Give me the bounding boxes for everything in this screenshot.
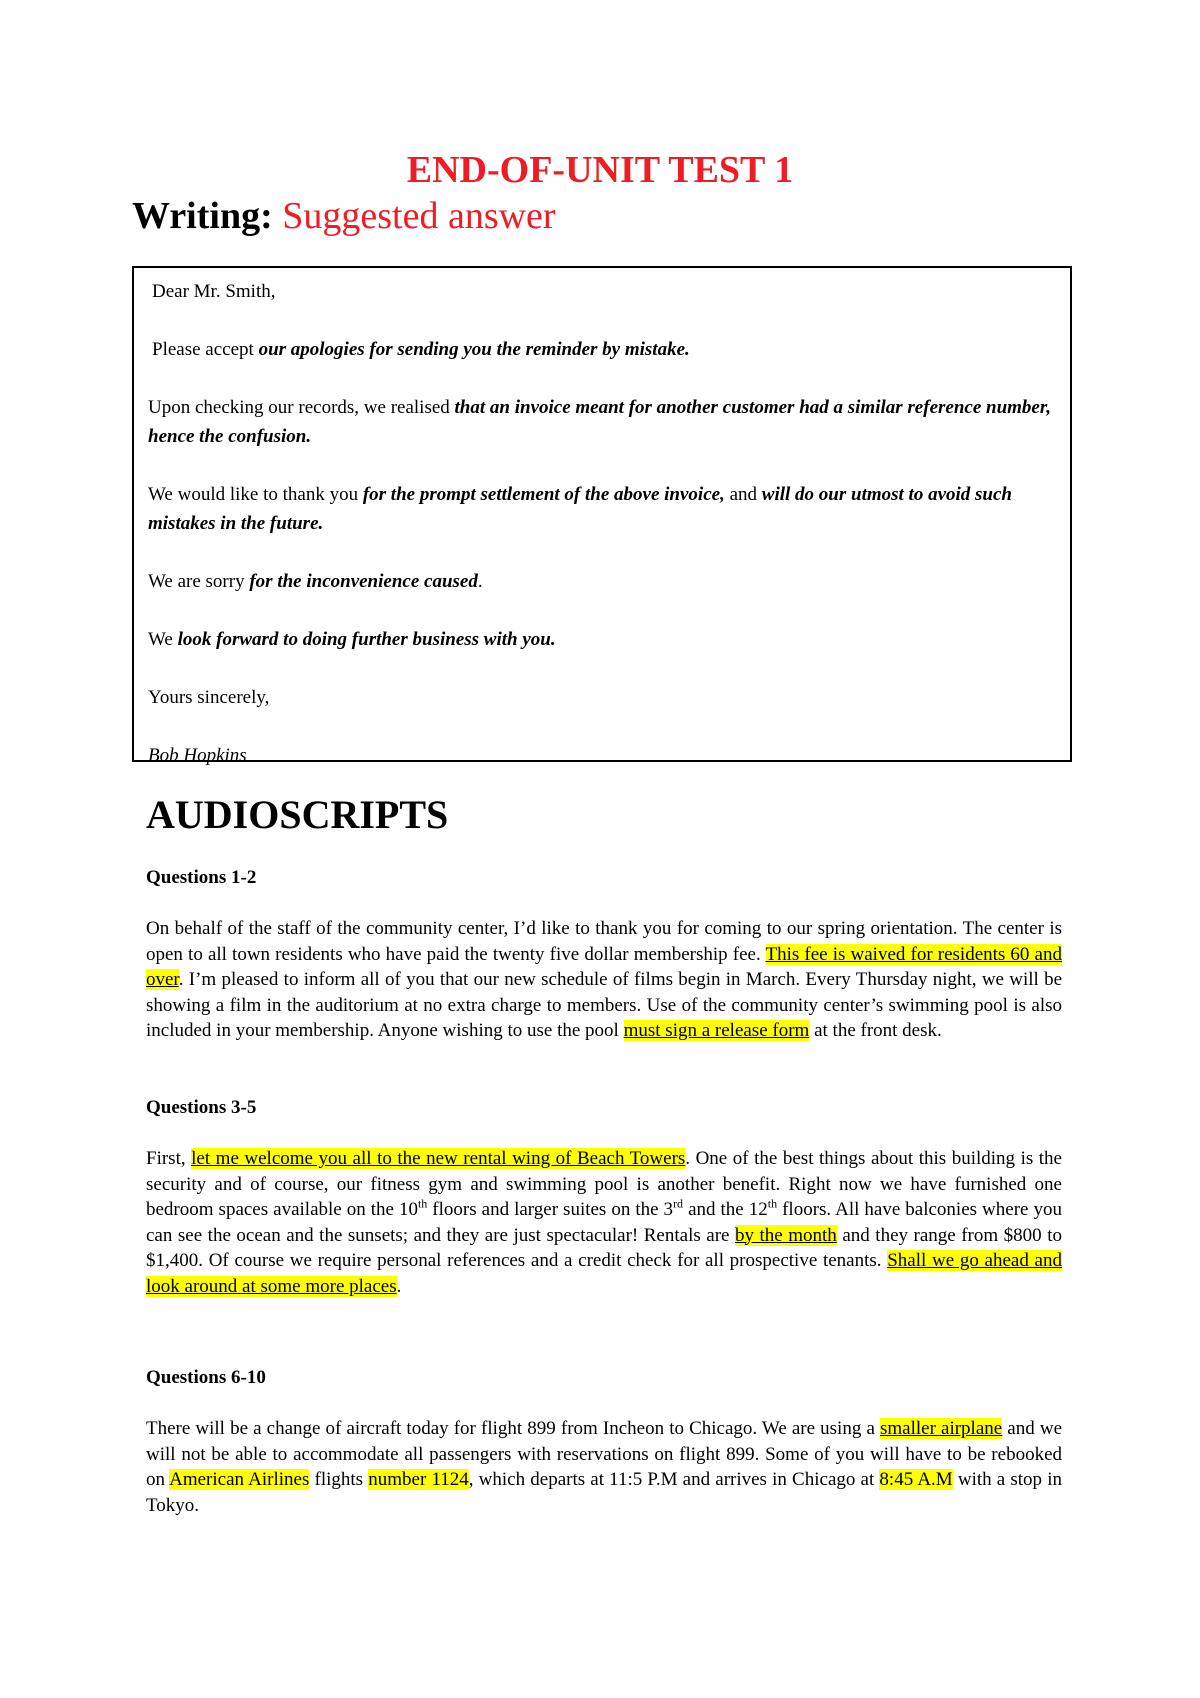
text-run: , which departs at 11:5 P.M and arrives in Chicago at bbox=[468, 1469, 880, 1490]
text-run: floors. All have balconies where you can see the ocean and the sunsets; and they are just spectacular! Rentals are bbox=[146, 1199, 1062, 1246]
text-run: We bbox=[148, 629, 178, 650]
text-run: at the front desk. bbox=[809, 1020, 942, 1041]
highlighted-answer: This fee is waived for residents 60 and over bbox=[146, 943, 1062, 990]
letter-salutation: Dear Mr. Smith, bbox=[152, 281, 276, 302]
text-run: and bbox=[724, 484, 762, 505]
highlighted-answer: must sign a release form bbox=[623, 1020, 810, 1041]
text-run: We are sorry bbox=[148, 571, 250, 592]
text-run: Upon checking our records, we realised bbox=[148, 397, 455, 418]
letter-paragraph-5 bbox=[148, 625, 1056, 654]
highlighted-answer: Shall we go ahead and look around at some more places bbox=[146, 1250, 1062, 1297]
suggested-letter-box bbox=[132, 266, 1072, 766]
emphasis-run: for the inconvenience caused bbox=[249, 571, 478, 592]
questions-1-2-section bbox=[146, 865, 1062, 1044]
subtitle-value: Suggested answer bbox=[282, 195, 556, 237]
emphasis-run: our apologies for sending you the reminder by mistake. bbox=[258, 339, 690, 360]
highlighted-answer: by the month bbox=[735, 1224, 837, 1246]
letter-closing: Yours sincerely, bbox=[148, 687, 270, 708]
text-run: First, bbox=[146, 1148, 192, 1169]
text-run: and we will not be able to accommodate all passengers with reservations on flight 899. Some of you will have to be rebooked on bbox=[146, 1418, 1062, 1490]
emphasis-run: for the prompt settlement of the above invoice, bbox=[362, 484, 725, 505]
text-run: There will be a change of aircraft today for flight 899 from Incheon to Chicago. We are using a bbox=[146, 1418, 880, 1439]
highlighted-answer: number 1124 bbox=[368, 1469, 469, 1490]
ordinal-suffix: rd bbox=[673, 1196, 684, 1211]
page-title: END-OF-UNIT TEST 1 bbox=[406, 149, 794, 191]
text-run: . One of the best things about this building is the security and of course, our fitness gym and swimming pool is another benefit. Right now we have furnished one bedroom spaces available on the 10 bbox=[146, 1148, 1062, 1220]
letter-paragraph-4 bbox=[148, 567, 1056, 596]
text-run: and the 12 bbox=[683, 1199, 768, 1220]
ordinal-suffix: th bbox=[767, 1196, 778, 1211]
section-paragraph bbox=[146, 916, 1062, 1044]
letter-signature: Bob Hopkins bbox=[148, 745, 247, 766]
letter-paragraph-1 bbox=[148, 335, 1056, 364]
emphasis-run: that an invoice meant for another customer had a similar reference number, hence the confusion. bbox=[148, 397, 1051, 447]
emphasis-run: will do our utmost to avoid such mistakes in the future. bbox=[148, 484, 1013, 534]
questions-3-5-section bbox=[146, 1095, 1062, 1299]
text-run: flights bbox=[309, 1469, 369, 1490]
highlighted-answer: let me welcome you all to the new rental wing of Beach Towers bbox=[191, 1148, 686, 1169]
text-run: floors and larger suites on the 3 bbox=[427, 1199, 674, 1220]
text-run: . bbox=[396, 1275, 402, 1297]
text-run: and they range from $800 to $1,400. Of course we require personal references and a credit check for all prospective tenants. bbox=[146, 1224, 1062, 1271]
text-run: . I’m pleased to inform all of you that our new schedule of films begin in March. Every Thursday night, we will be showing a film in the auditorium at no extra charge to members. Use of the community center’s swimming pool is also included in your membership. Anyone wishing to use the pool bbox=[146, 969, 1062, 1041]
emphasis-run: look forward to doing further business with you. bbox=[177, 629, 556, 650]
section-paragraph bbox=[146, 1416, 1062, 1518]
page-subtitle bbox=[132, 194, 556, 238]
section-label: Questions 3-5 bbox=[146, 1097, 257, 1118]
ordinal-suffix: th bbox=[417, 1196, 428, 1211]
subtitle-label: Writing: bbox=[132, 195, 273, 237]
highlighted-answer: American Airlines bbox=[169, 1469, 310, 1490]
section-label: Questions 6-10 bbox=[146, 1367, 266, 1388]
letter-paragraph-2 bbox=[148, 393, 1056, 451]
text-run: We would like to thank you bbox=[148, 484, 363, 505]
highlighted-answer: smaller airplane bbox=[879, 1418, 1003, 1439]
text-run: On behalf of the staff of the community center, I’d like to thank you for coming to our spring orientation. The center is open to all town residents who have paid the twenty five dollar membership fee. bbox=[146, 918, 1062, 965]
text-run: Please accept bbox=[152, 339, 259, 360]
questions-6-10-section bbox=[146, 1365, 1062, 1518]
text-run: . bbox=[477, 571, 483, 592]
text-run: with a stop in Tokyo. bbox=[146, 1469, 1062, 1516]
highlighted-answer: 8:45 A.M bbox=[879, 1469, 953, 1490]
audioscripts-heading: AUDIOSCRIPTS bbox=[146, 792, 449, 837]
section-paragraph bbox=[146, 1146, 1062, 1299]
section-label: Questions 1-2 bbox=[146, 867, 257, 888]
letter-paragraph-3 bbox=[148, 480, 1056, 538]
